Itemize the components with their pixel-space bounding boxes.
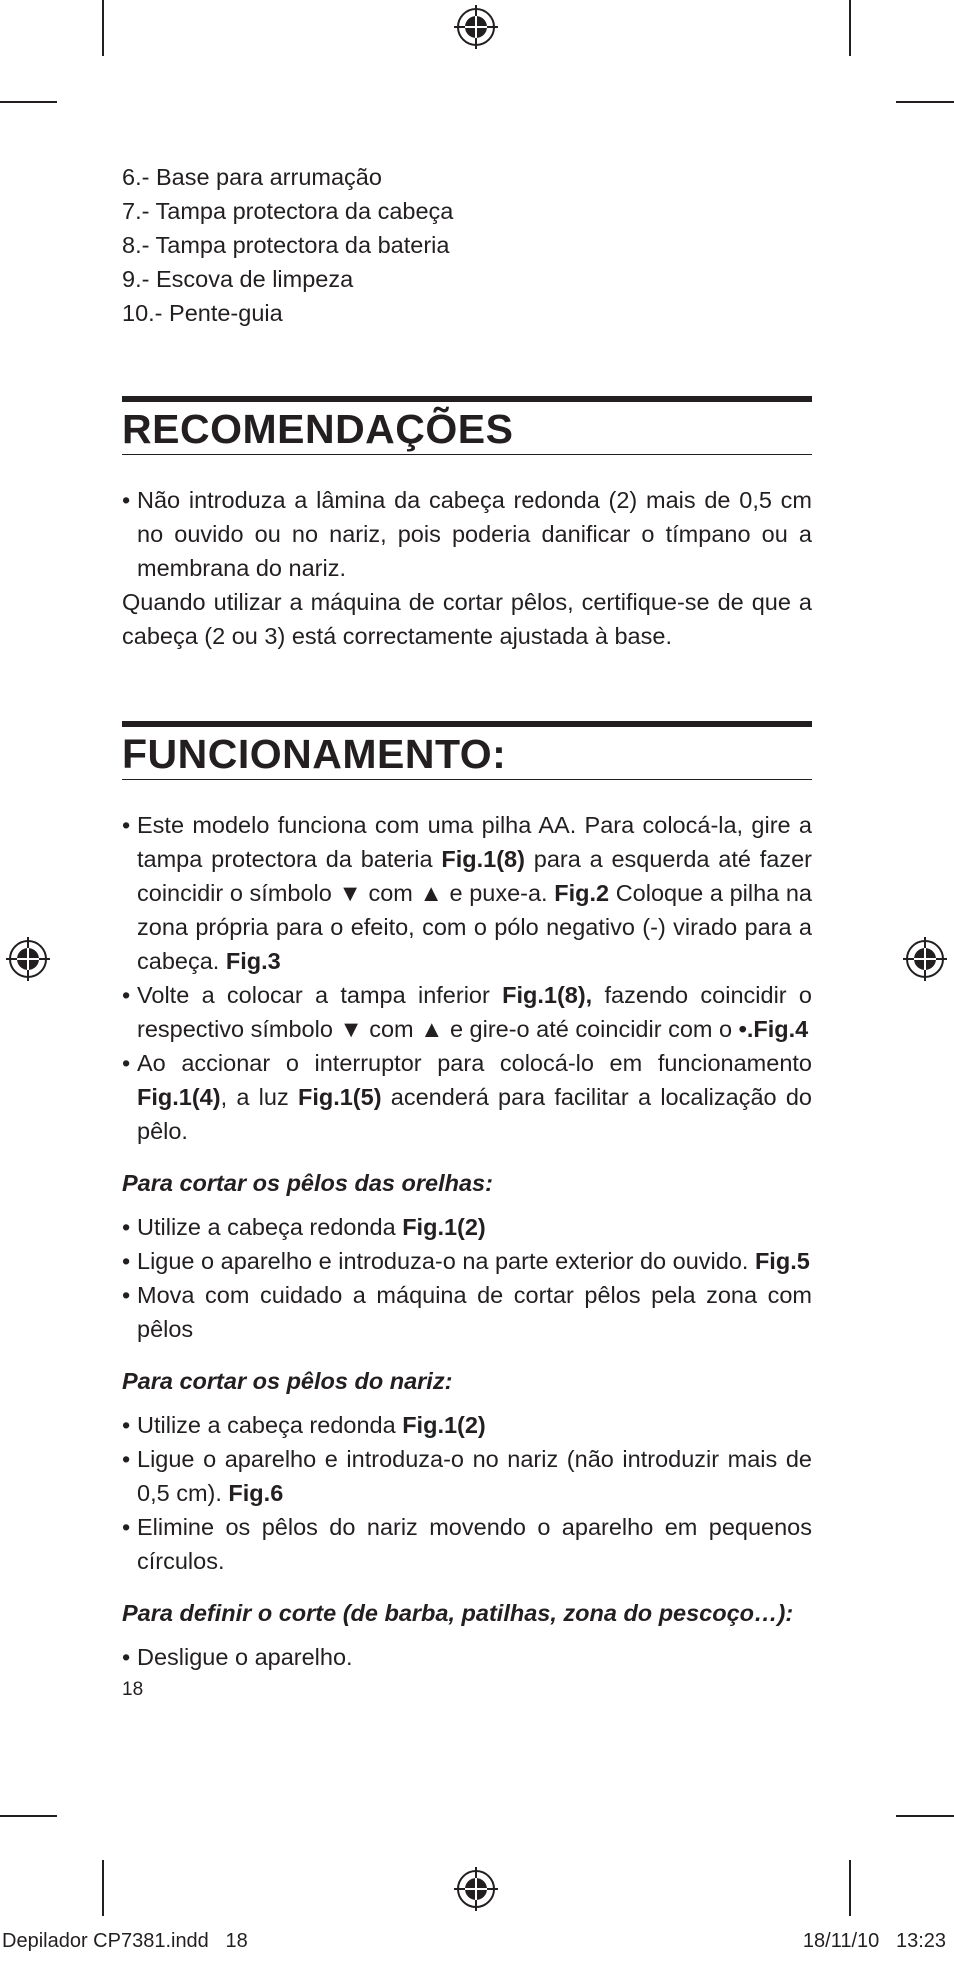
registration-mark-icon: [6, 937, 50, 981]
crop-mark: [896, 1815, 954, 1817]
page-content: [122, 160, 812, 1702]
figure-ref: Fig.2: [554, 880, 610, 906]
text: Utilize a cabeça redonda: [137, 1214, 403, 1240]
footer-filename: Depilador CP7381.indd 18: [2, 1930, 248, 1952]
recommendation-bullet: • Não introduza a lâmina da cabeça redonda (2) mais de 0,5 cm no ouvido ou no nariz, pois poderia danificar o tímpano ou a membrana do nariz.: [122, 483, 812, 585]
registration-mark-icon: [903, 937, 947, 981]
trim-bullet-1: • Desligue o aparelho.: [122, 1640, 812, 1674]
figure-ref: Fig.1(2): [402, 1412, 486, 1438]
text: , a luz: [220, 1084, 298, 1110]
crop-mark: [0, 1815, 57, 1817]
figure-ref: Fig.1(8): [441, 846, 525, 872]
list-item: 9.- Escova de limpeza: [122, 266, 354, 292]
figure-ref: Fig.1(4): [137, 1084, 221, 1110]
figure-ref: Fig.1(5): [297, 1084, 382, 1110]
nose-section: [122, 1408, 812, 1578]
operation-section: [122, 808, 812, 1148]
operation-bullet-3: [122, 1046, 812, 1148]
registration-mark-icon: [454, 5, 498, 49]
parts-list: [122, 160, 812, 330]
ears-section: [122, 1210, 812, 1346]
registration-mark-icon: [454, 1867, 498, 1911]
nose-bullet-1: [122, 1408, 812, 1442]
figure-ref: Fig.5: [754, 1248, 810, 1274]
ears-bullet-3: • Mova com cuidado a máquina de cortar pêlos pela zona com pêlos: [122, 1278, 812, 1346]
crop-mark: [896, 101, 954, 103]
text: Utilize a cabeça redonda: [137, 1412, 403, 1438]
nose-subheading: Para cortar os pêlos do nariz:: [122, 1368, 453, 1394]
text: fazendo coincidir o respectivo símbolo ▼ com ▲ e gire-o até coincidir com o: [137, 982, 812, 1042]
ears-subheading: Para cortar os pêlos das orelhas:: [122, 1170, 493, 1196]
text: Ligue o aparelho e introduza-o na parte exterior do ouvido.: [137, 1248, 755, 1274]
list-item: 8.- Tampa protectora da bateria: [122, 232, 450, 258]
crop-mark: [849, 0, 851, 56]
list-item: 10.- Pente-guia: [122, 300, 283, 326]
trim-subheading: Para definir o corte (de barba, patilhas, zona do pescoço…):: [122, 1600, 794, 1626]
nose-bullet-3: • Elimine os pêlos do nariz movendo o aparelho em pequenos círculos.: [122, 1510, 812, 1578]
text: acenderá para facilitar a localização do pêlo.: [137, 1084, 812, 1144]
ears-bullet-1: [122, 1210, 812, 1244]
text: Ao accionar o interruptor para colocá-lo em funcionamento: [137, 1050, 812, 1076]
recommendations-heading: RECOMENDAÇÕES: [122, 406, 514, 452]
nose-bullet-2: [122, 1442, 812, 1510]
figure-ref: Fig.3: [225, 948, 281, 974]
text: Ligue o aparelho e introduza-o no nariz (não introduzir mais de 0,5 cm).: [137, 1446, 812, 1506]
figure-ref: •.Fig.4: [738, 1016, 809, 1042]
page-number: 18: [122, 1679, 144, 1700]
recommendation-paragraph: Quando utilizar a máquina de cortar pêlos, certifique-se de que a cabeça (2 ou 3) está correctamente ajustada à base.: [122, 589, 812, 649]
operation-bullet-1: [122, 808, 812, 978]
figure-ref: Fig.1(2): [402, 1214, 486, 1240]
text: para a esquerda até fazer coincidir o símbolo ▼ com ▲ e puxe-a.: [137, 846, 813, 906]
text: Este modelo funciona com uma pilha AA. Para colocá-la, gire a tampa protectora da bateria: [137, 812, 812, 872]
text: Volte a colocar a tampa inferior: [137, 982, 503, 1008]
crop-mark: [0, 101, 57, 103]
operation-heading: FUNCIONAMENTO:: [122, 731, 507, 777]
list-item: 6.- Base para arrumação: [122, 164, 382, 190]
crop-mark: [849, 1860, 851, 1916]
figure-ref: Fig.1(8),: [502, 982, 593, 1008]
operation-heading-box: [122, 721, 812, 780]
trim-section: [122, 1640, 812, 1674]
operation-bullet-2: [122, 978, 812, 1046]
ears-bullet-2: [122, 1244, 812, 1278]
list-item: 7.- Tampa protectora da cabeça: [122, 198, 454, 224]
figure-ref: Fig.6: [228, 1480, 284, 1506]
crop-mark: [102, 1860, 104, 1916]
footer-date: 18/11/10 13:23: [802, 1930, 946, 1952]
text: Coloque a pilha na zona própria para o efeito, com o pólo negativo (-) virado para a cabeça.: [137, 880, 813, 974]
crop-mark: [102, 0, 104, 56]
recommendations-heading-box: [122, 396, 812, 455]
recommendations-section: [122, 483, 812, 653]
